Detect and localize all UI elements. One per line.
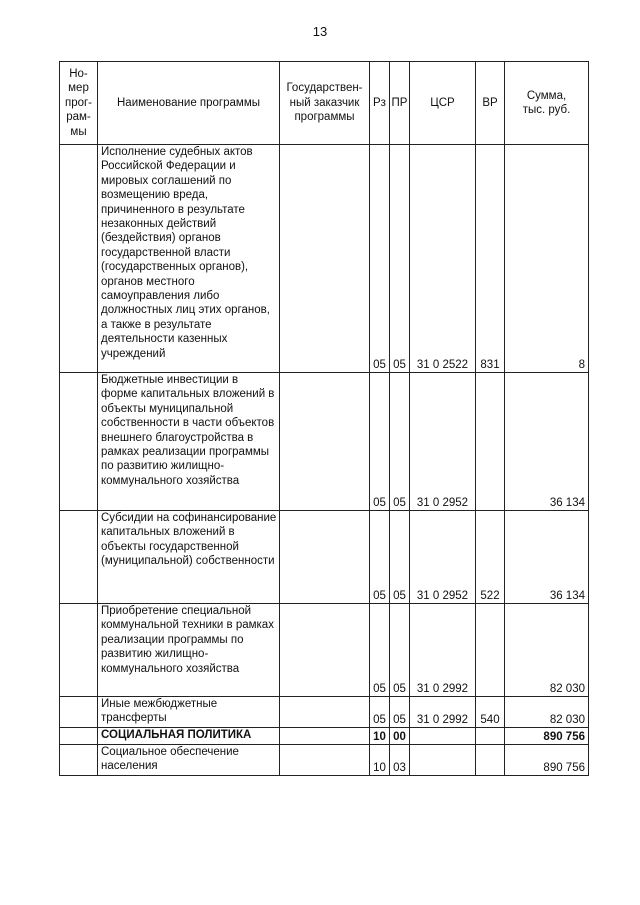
- cell-sum: 82 030: [505, 697, 589, 728]
- cell-rz: 05: [370, 697, 390, 728]
- cell-name: Социальное обеспечение населения: [98, 745, 280, 776]
- cell-pr: 05: [390, 604, 410, 697]
- header-sum: Сумма, тыс. руб.: [505, 62, 589, 145]
- cell-rz: 05: [370, 373, 390, 511]
- cell-customer: [280, 511, 370, 604]
- cell-csr: 31 0 2992: [410, 697, 476, 728]
- cell-sum: 890 756: [505, 745, 589, 776]
- cell-vr: 522: [476, 511, 505, 604]
- cell-csr: 31 0 2992: [410, 604, 476, 697]
- cell-rz: 05: [370, 511, 390, 604]
- cell-csr: [410, 728, 476, 745]
- cell-customer: [280, 604, 370, 697]
- cell-pr: 05: [390, 145, 410, 373]
- cell-number: [60, 604, 98, 697]
- table-row: [60, 697, 589, 728]
- cell-number: [60, 373, 98, 511]
- cell-rz: 10: [370, 728, 390, 745]
- cell-name: Иные межбюджетные трансферты: [98, 697, 280, 728]
- cell-name: Приобретение специальной коммунальной техники в рамках реализации программы по развитию жилищно-коммунального хозяйства: [98, 604, 280, 697]
- cell-csr: 31 0 2952: [410, 511, 476, 604]
- cell-sum: 36 134: [505, 511, 589, 604]
- header-program-number: Но- мер прог- рам- мы: [60, 62, 98, 145]
- cell-pr: 03: [390, 745, 410, 776]
- cell-customer: [280, 745, 370, 776]
- table-row: [60, 745, 589, 776]
- cell-pr: 05: [390, 511, 410, 604]
- table-header: [60, 62, 589, 145]
- cell-name: Бюджетные инвестиции в форме капитальных вложений в объекты муниципальной собственности в части объектов внешнего благоустройства в рамках реализации программы по развитию жилищно-коммунального хозяйства: [98, 373, 280, 511]
- cell-name: Исполнение судебных актов Российской Федерации и мировых соглашений по возмещению вреда, причиненного в результате незаконных действий (бездействия) органов государственной власти (государственных органов), органов местного самоуправления либо должностных лиц этих органов, а также в результате деятельности казенных учреждений: [98, 145, 280, 373]
- header-row: [60, 62, 589, 145]
- cell-customer: [280, 145, 370, 373]
- table-row: [60, 728, 589, 745]
- header-pr: ПР: [390, 62, 410, 145]
- cell-number: [60, 745, 98, 776]
- table-row: [60, 511, 589, 604]
- cell-vr: 831: [476, 145, 505, 373]
- header-customer: Государствен- ный заказчик программы: [280, 62, 370, 145]
- cell-number: [60, 728, 98, 745]
- header-rz: Рз: [370, 62, 390, 145]
- cell-csr: 31 0 2952: [410, 373, 476, 511]
- cell-vr: [476, 604, 505, 697]
- cell-number: [60, 145, 98, 373]
- cell-csr: 31 0 2522: [410, 145, 476, 373]
- cell-number: [60, 511, 98, 604]
- cell-csr: [410, 745, 476, 776]
- cell-rz: 05: [370, 604, 390, 697]
- table-row: [60, 145, 589, 373]
- cell-sum: 8: [505, 145, 589, 373]
- cell-rz: 10: [370, 745, 390, 776]
- cell-pr: 00: [390, 728, 410, 745]
- cell-customer: [280, 697, 370, 728]
- cell-pr: 05: [390, 697, 410, 728]
- cell-number: [60, 697, 98, 728]
- table-row: [60, 604, 589, 697]
- cell-vr: 540: [476, 697, 505, 728]
- header-vr: ВР: [476, 62, 505, 145]
- budget-table: [59, 61, 589, 776]
- cell-customer: [280, 373, 370, 511]
- cell-sum: 36 134: [505, 373, 589, 511]
- cell-vr: [476, 745, 505, 776]
- cell-sum: 890 756: [505, 728, 589, 745]
- cell-vr: [476, 373, 505, 511]
- cell-name: Субсидии на софинансирование капитальных вложений в объекты государственной (муниципальной) собственности: [98, 511, 280, 604]
- table-body: [60, 145, 589, 776]
- header-program-name: Наименование программы: [98, 62, 280, 145]
- page-number: 13: [312, 24, 328, 39]
- cell-customer: [280, 728, 370, 745]
- cell-pr: 05: [390, 373, 410, 511]
- cell-rz: 05: [370, 145, 390, 373]
- cell-vr: [476, 728, 505, 745]
- cell-sum: 82 030: [505, 604, 589, 697]
- header-csr: ЦСР: [410, 62, 476, 145]
- table-row: [60, 373, 589, 511]
- cell-name: СОЦИАЛЬНАЯ ПОЛИТИКА: [98, 728, 280, 745]
